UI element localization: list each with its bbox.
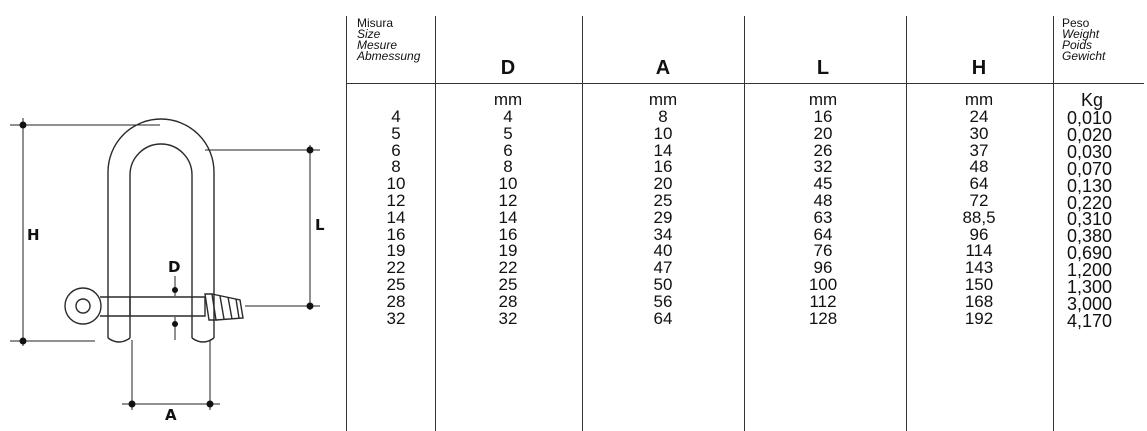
- table-cell: 12: [498, 190, 518, 210]
- table-cell: 48: [969, 157, 989, 177]
- table-cell: 143: [964, 258, 994, 278]
- header-text: Gewicht: [1062, 49, 1106, 63]
- table-cell: 20: [653, 174, 673, 194]
- table-cell: 22: [498, 258, 518, 278]
- table-cell: 76: [813, 241, 833, 261]
- table-cell: 40: [653, 241, 673, 261]
- column-header-h: H: [971, 57, 987, 79]
- table-cell: 0,070: [1067, 158, 1113, 179]
- dimension-label-d: D: [168, 258, 181, 276]
- table-cell: 112: [809, 291, 837, 311]
- table-cell: 47: [653, 258, 673, 278]
- table-cell: 72: [969, 190, 989, 210]
- unit-label: mm: [964, 90, 994, 109]
- table-cell: 32: [386, 308, 406, 328]
- shackle-bow-inner: [130, 144, 192, 338]
- table-cell: 25: [498, 274, 518, 294]
- table-cell: 96: [969, 224, 989, 244]
- header-text: Misura: [357, 16, 394, 30]
- table-cell: 50: [653, 274, 673, 294]
- h-column: [949, 90, 1009, 327]
- table-cell: 96: [813, 258, 833, 278]
- header-text: Weight: [1062, 27, 1100, 41]
- l-column: [793, 90, 853, 327]
- table-cell: 30: [969, 123, 989, 143]
- table-cell: 29: [653, 207, 673, 227]
- table-divider: [744, 16, 745, 431]
- unit-label: mm: [808, 90, 838, 109]
- unit-label: mm: [648, 90, 678, 109]
- table-cell: 16: [813, 107, 833, 126]
- table-cell: 4: [391, 107, 401, 126]
- table-divider: [906, 16, 907, 431]
- column-header-l: L: [816, 57, 830, 79]
- header-text: Poids: [1062, 38, 1093, 52]
- shackle-drawing: [0, 0, 345, 431]
- table-cell: 37: [969, 140, 989, 160]
- pin-eye-outer: [65, 288, 101, 324]
- table-cell: 14: [386, 207, 406, 227]
- table-divider: [1053, 16, 1054, 431]
- table-cell: 32: [498, 308, 518, 328]
- table-cell: 0,310: [1067, 209, 1113, 230]
- table-cell: 14: [498, 207, 518, 227]
- unit-label: mm: [493, 90, 523, 109]
- table-cell: 16: [498, 224, 518, 244]
- table-cell: 88,5: [962, 207, 996, 227]
- table-cell: 19: [498, 241, 518, 261]
- table-cell: 20: [813, 123, 833, 143]
- table-cell: 5: [503, 123, 513, 143]
- table-cell: 28: [498, 291, 518, 311]
- table-cell: 24: [969, 107, 989, 126]
- table-cell: 25: [653, 190, 673, 210]
- table-cell: 6: [391, 140, 401, 160]
- pin-eye-inner: [76, 299, 90, 313]
- weight-column: [1067, 90, 1139, 330]
- column-header-d: D: [500, 57, 516, 79]
- table-cell: 56: [653, 291, 673, 311]
- unit-label: Kg: [1081, 90, 1104, 110]
- dimension-label-h: H: [27, 226, 40, 244]
- column-header-a: A: [655, 57, 671, 79]
- table-cell: 8: [503, 157, 513, 177]
- d-column: [478, 90, 538, 327]
- shackle-bow-outer: [108, 119, 214, 338]
- table-cell: 12: [386, 190, 406, 210]
- table-cell: 0,220: [1067, 192, 1113, 213]
- table-cell: 4: [503, 107, 513, 126]
- table-cell: 0,020: [1067, 124, 1113, 145]
- table-cell: 25: [386, 274, 406, 294]
- table-cell: 8: [391, 157, 401, 177]
- table-cell: 34: [653, 224, 673, 244]
- header-separator: [346, 83, 1144, 84]
- table-cell: 63: [813, 207, 833, 227]
- table-cell: 32: [813, 157, 833, 177]
- header-text: Abmessung: [357, 49, 421, 63]
- size-column-header: [357, 18, 420, 62]
- table-cell: 114: [965, 241, 993, 261]
- table-cell: 5: [391, 123, 401, 143]
- a-column: [633, 90, 693, 327]
- weight-column-header: [1062, 18, 1105, 62]
- table-cell: 0,010: [1067, 108, 1113, 128]
- table-cell: 3,000: [1067, 293, 1113, 314]
- table-cell: 0,030: [1067, 141, 1113, 162]
- table-cell: 10: [386, 174, 406, 194]
- table-cell: 16: [386, 224, 406, 244]
- table-cell: 6: [503, 140, 513, 160]
- table-cell: 64: [969, 174, 989, 194]
- table-divider: [582, 16, 583, 431]
- table-cell: 64: [813, 224, 833, 244]
- table-cell: 168: [964, 291, 994, 311]
- table-cell: 10: [498, 174, 518, 194]
- table-cell: 128: [808, 308, 838, 328]
- table-cell: 8: [658, 107, 668, 126]
- table-cell: 45: [813, 174, 833, 194]
- header-text: Peso: [1062, 16, 1090, 30]
- size-column: [366, 90, 426, 327]
- shackle-pin: [100, 297, 205, 316]
- table-cell: 64: [653, 308, 673, 328]
- table-cell: 0,690: [1067, 243, 1113, 264]
- dimension-label-a: A: [165, 406, 177, 424]
- table-cell: 14: [653, 140, 673, 160]
- table-cell: 4,170: [1067, 310, 1113, 331]
- dimension-label-l: L: [315, 216, 325, 234]
- table-border-left: [346, 16, 347, 431]
- table-cell: 28: [386, 291, 406, 311]
- table-cell: 0,380: [1067, 226, 1113, 247]
- table-cell: 22: [386, 258, 406, 278]
- header-text: Mesure: [357, 38, 398, 52]
- table-cell: 48: [813, 190, 833, 210]
- table-cell: 1,200: [1067, 260, 1113, 281]
- header-text: Size: [357, 27, 381, 41]
- table-cell: 150: [964, 274, 994, 294]
- table-cell: 100: [808, 274, 838, 294]
- table-divider: [435, 16, 436, 431]
- table-cell: 26: [813, 140, 833, 160]
- table-cell: 1,300: [1067, 277, 1113, 298]
- spec-table: [346, 16, 1144, 431]
- table-cell: 192: [964, 308, 994, 328]
- shackle-diagram: [0, 0, 345, 431]
- table-cell: 16: [653, 157, 673, 177]
- table-cell: 0,130: [1067, 175, 1113, 196]
- table-cell: 10: [653, 123, 673, 143]
- table-cell: 19: [386, 241, 406, 261]
